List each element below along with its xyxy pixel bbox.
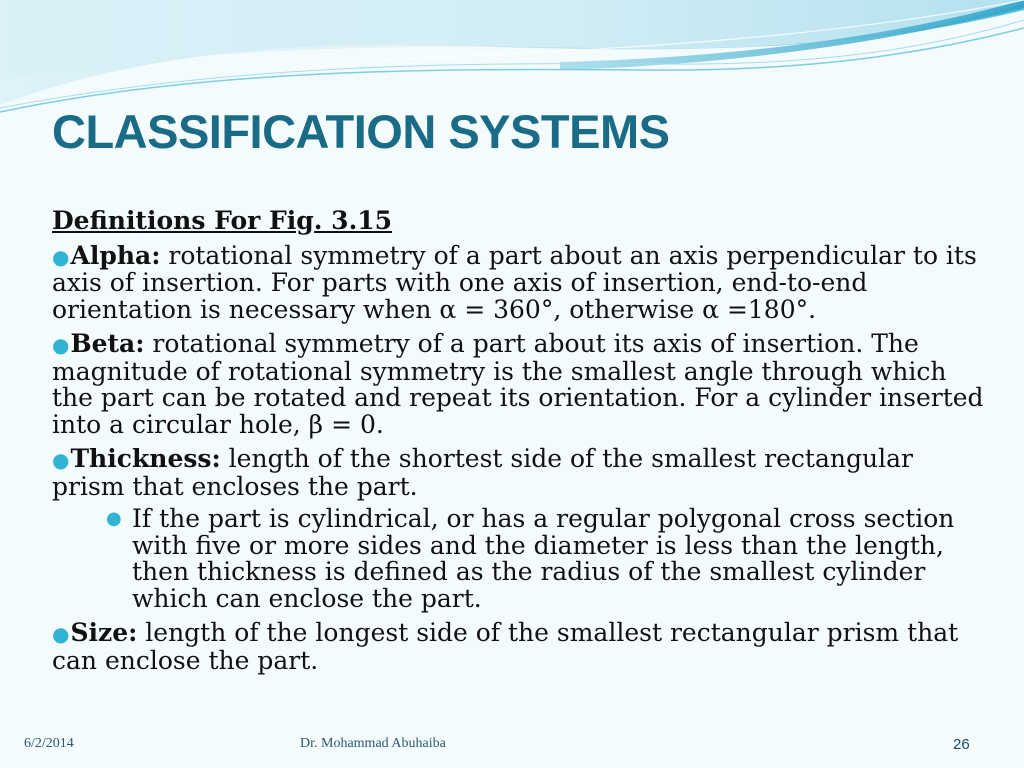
term-label: Alpha:: [70, 240, 161, 270]
bullet-icon: ●: [52, 622, 70, 646]
bullet-icon: ●: [52, 244, 70, 269]
slide-title: CLASSIFICATION SYSTEMS: [52, 105, 670, 158]
page-number: 26: [953, 736, 970, 753]
definitions-heading: Definitions For Fig. 3.15: [52, 206, 393, 235]
bullet-icon: ●: [52, 448, 70, 472]
slide-body: [52, 208, 987, 674]
subpoint-text: If the part is cylindrical, or has a regular polygonal cross section with five or more sides and the diameter is less than the length, then thickness is defined as the radius of the smallest cylinder which can enclose the part.: [132, 504, 955, 613]
term-label: Thickness:: [70, 444, 221, 473]
term-label: Size:: [70, 618, 138, 647]
definition-alpha: [52, 240, 987, 324]
definition-text: length of the shortest side of the smallest rectangular prism that encloses the part.: [52, 444, 913, 501]
definition-text: rotational symmetry of a part about an axis perpendicular to its axis of insertion. For parts with one axis of insertion, end-to-end orientation is necessary when α = 360°, otherwise α =180°.: [52, 240, 977, 324]
definition-size: [52, 620, 987, 674]
definition-thickness: [52, 446, 987, 612]
definition-beta: [52, 331, 987, 438]
footer-date: 6/2/2014: [24, 736, 74, 751]
footer-author: Dr. Mohammad Abuhaiba: [300, 736, 446, 751]
thickness-subpoint: [106, 504, 987, 613]
bullet-icon: ●: [52, 333, 70, 357]
term-label: Beta:: [70, 329, 145, 358]
sub-bullet-icon: ●: [106, 508, 122, 529]
definition-text: length of the longest side of the smallest rectangular prism that can enclose the part.: [52, 618, 959, 675]
definition-text: rotational symmetry of a part about its axis of insertion. The magnitude of rotational symmetry is the smallest angle through which the part can be rotated and repeat its orientation. For a cylinder inserted into a circular hole, β = 0.: [52, 329, 984, 439]
